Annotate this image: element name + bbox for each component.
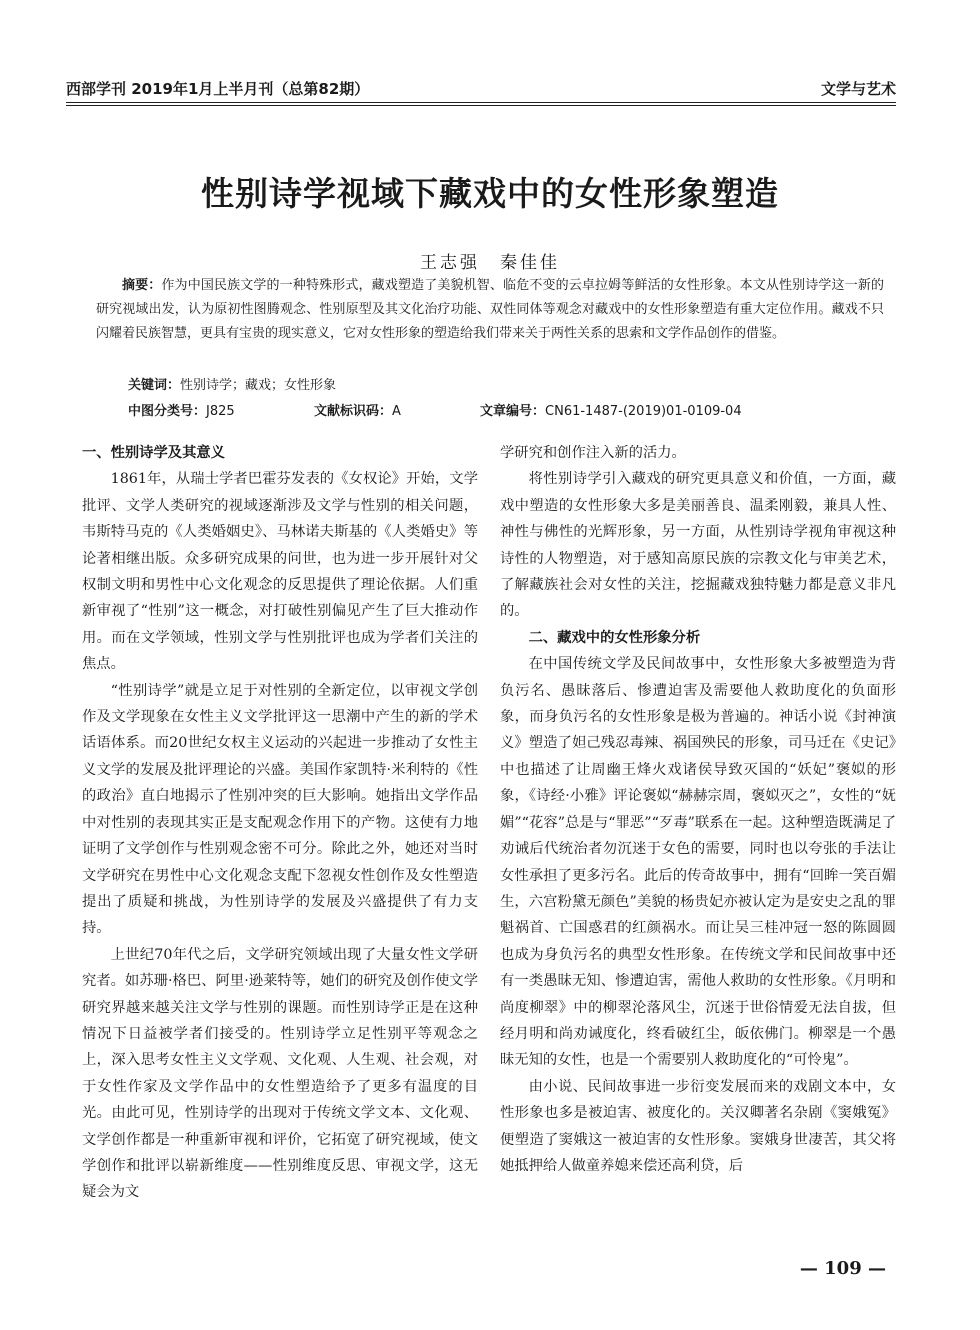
keywords: [128, 374, 336, 393]
section-heading-2: 二、藏戏中的女性形象分析: [528, 629, 701, 646]
paragraph: 将性别诗学引入藏戏的研究更具意义和价值，一方面，藏戏中塑造的女性形象大多是美丽善良、温柔刚毅，兼具人性、神性与佛性的光辉形象，另一方面，从性别诗学视角审视这种诗性的人物塑造，对于感知高原民族的宗教文化与审美艺术，了解藏族社会对女性的关注，挖掘藏戏独特魅力都是意义非凡的。: [500, 471, 896, 620]
left-column: [82, 440, 478, 1206]
right-column: [500, 440, 896, 1179]
article-number: 文章编号：CN61-1487-(2019)01-0109-04: [480, 404, 742, 419]
section-heading-1: 一、性别诗学及其意义: [82, 445, 225, 461]
abstract-label: 摘要：: [122, 278, 162, 293]
section-name: 文学与艺术: [820, 80, 896, 98]
article-title: 性别诗学视域下藏戏中的女性形象塑造: [201, 174, 779, 213]
authors: 王志强 秦佳佳: [420, 253, 560, 273]
running-header: [66, 74, 896, 102]
journal-name: 西部学刊 2019年1月上半月刊（总第82期）: [66, 80, 370, 98]
paragraph: 在中国传统文学及民间故事中，女性形象大多被塑造为背负污名、愚昧落后、惨遭迫害及需要他人救助度化的负面形象，而身负污名的女性形象是极为普遍的。神话小说《封神演义》塑造了妲己残忍毒辣、祸国殃民的形象，司马迁在《史记》中也描述了让周幽王烽火戏诸侯导致灭国的“妖妃”褒姒的形象，《诗经·小雅》评论褒姒“赫赫宗周，褒姒灭之”，女性的“妩媚”“花容”总是与“罪恶”“歹毒”联系在一起。这种塑造既满足了劝诫后代统治者勿沉迷于女色的需要，同时也以夸张的手法让女性承担了更多污名。此后的传奇故事中，拥有“回眸一笑百媚生，六宫粉黛无颜色”美貌的杨贵妃亦被认定为是安史之乱的罪魁祸首、亡国惑君的红颜祸水。而让吴三桂冲冠一怒的陈圆圆也成为身负污名的典型女性形象。在传统文学和民间故事中还有一类愚昧无知、惨遭迫害，需他人救助的女性形象。《月明和尚度柳翠》中的柳翠沦落风尘，沉迷于世俗情爱无法自拔，但经月明和尚劝诫度化，终看破红尘，皈依佛门。柳翠是一个愚昧无知的女性，也是一个需要别人救助度化的“可怜鬼”。: [500, 656, 896, 1069]
page-number: — 109 —: [799, 1258, 886, 1279]
paragraph: 上世纪70年代之后，文学研究领域出现了大量女性文学研究者。如苏珊·格巴、阿里·逊莱特等，她们的研究及创作使文学研究界越来越关注文学与性别的课题。而性别诗学正是在这种情况下日益被学者们接受的。性别诗学立足性别平等观念之上，深入思考女性主义文学观、文化观、人生观、社会观，对于女性作家及文学作品中的女性塑造给予了更多有温度的目光。由此可见，性别诗学的出现对于传统文学文本、文化观、文学创作都是一种重新审视和评价，它拓宽了研究视域，使文学创作和批评以崭新维度——性别维度反思、审视文学，这无疑会为文: [82, 946, 478, 1201]
abstract-text: 作为中国民族文学的一种特殊形式，藏戏塑造了美貌机智、临危不变的云卓拉姆等鲜活的女性形象。本文从性别诗学这一新的研究视域出发，认为原初性图腾观念、性别原型及其文化治疗功能、双性同体等观念对藏戏中的女性形象塑造有重大定位作用。藏戏不只闪耀着民族智慧，更具有宝贵的现实意义，它对女性形象的塑造给我们带来关于两性关系的思索和文学作品创作的借鉴。: [96, 278, 884, 341]
paragraph: 由小说、民间故事进一步衍变发展而来的戏剧文本中，女性形象也多是被迫害、被度化的。关汉卿著名杂剧《窦娥冤》便塑造了窦娥这一被迫害的女性形象。窦娥身世凄苦，其父将她抵押给人做童养媳来偿还高利贷，后: [500, 1078, 896, 1174]
paragraph: “性别诗学”就是立足于对性别的全新定位，以审视文学创作及文学现象在女性主义文学批评这一思潮中产生的新的学术话语体系。而20世纪女权主义运动的兴起进一步推动了女性主义文学的发展及批评理论的兴盛。美国作家凯特·米利特的《性的政治》直白地揭示了性别冲突的巨大影响。她指出文学作品中对性别的表现其实正是支配观念作用下的产物。这使有力地证明了文学创作与性别观念密不可分。除此之外，她还对当时文学研究在男性中心文化观念支配下忽视女性创作及女性塑造提出了质疑和挑战，为性别诗学的发展及兴盛提供了有力支持。: [82, 682, 478, 937]
header-rule: [66, 102, 896, 106]
keywords-text: 性别诗学；藏戏；女性形象: [180, 378, 337, 393]
paragraph: 1861年，从瑞士学者巴霍芬发表的《女权论》开始，文学批评、文学人类研究的视域逐渐涉及文学与性别的相关问题，韦斯特马克的《人类婚姻史》、马林诺夫斯基的《人类婚史》等论著相继出版。众多研究成果的问世，也为进一步开展针对父权制文明和男性中心文化观念的反思提供了理论依据。人们重新审视了“性别”这一概念，对打破性别偏见产生了巨大推动作用。而在文学领域，性别文学与性别批评也成为学者们关注的焦点。: [82, 471, 478, 673]
abstract: [96, 274, 884, 346]
document-code: 文献标识码：A: [314, 404, 401, 419]
keywords-label: 关键词：: [128, 378, 181, 393]
clc-number: 中图分类号：J825: [128, 404, 235, 419]
paragraph: 学研究和创作注入新的活力。: [500, 445, 686, 461]
